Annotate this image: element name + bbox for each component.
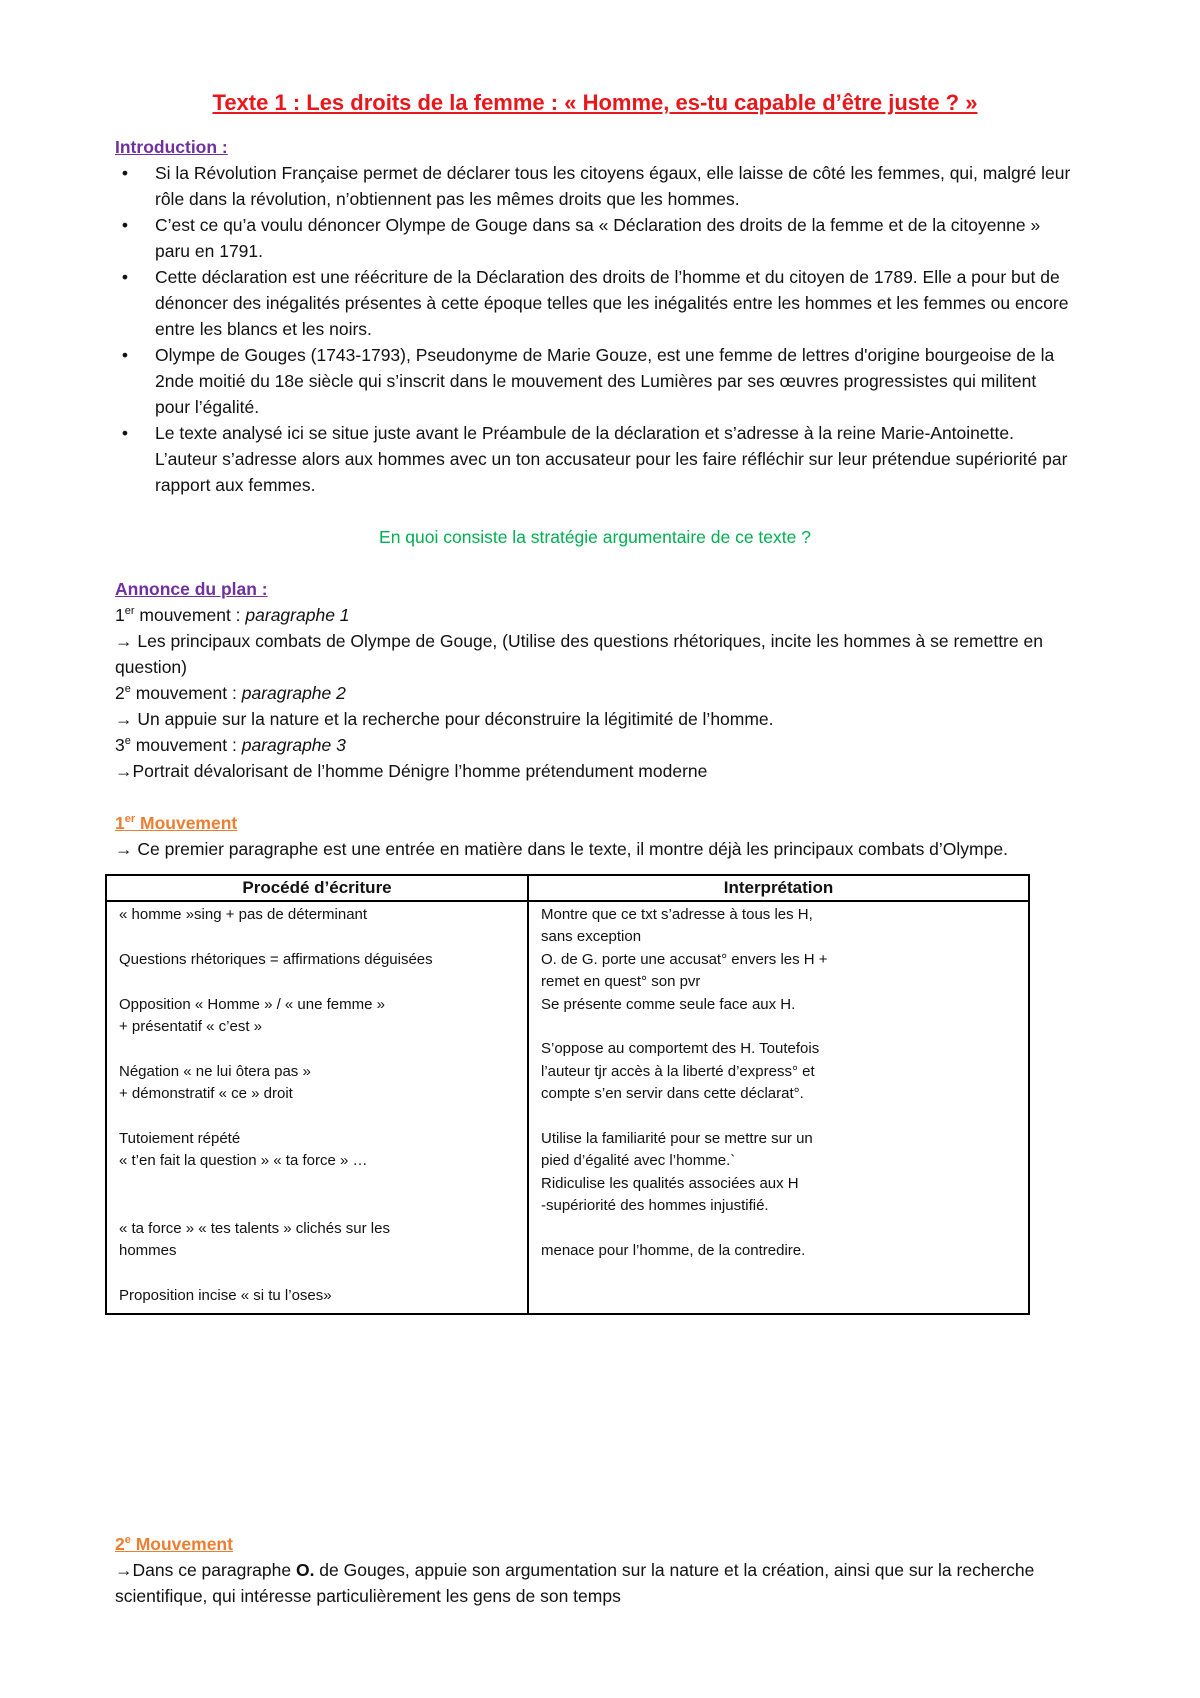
problematique: En quoi consiste la stratégie argumentaire de ce texte ? xyxy=(379,527,811,547)
mouvement-2-text: →Dans ce paragraphe O. de Gouges, appuie son argumentation sur la nature et la création, ainsi que sur la recherche scientifique, qui intéresse particulièrement les gens de son temps xyxy=(115,1560,1035,1606)
bullet-text: Cette déclaration est une réécriture de la Déclaration des droits de l’homme et du citoyen de 1789. Elle a pour but de dénoncer des inégalités présentes à cette époque telles que les inégalités entre les hommes et les femmes ou encore entre les blancs et les noirs. xyxy=(155,267,1069,339)
plan-movement-1: 1er mouvement : paragraphe 1 xyxy=(115,605,350,625)
plan-movement-2-desc: → Un appuie sur la nature et la recherche pour déconstruire la légitimité de l’homme. xyxy=(115,709,774,729)
introduction-list xyxy=(115,160,1075,498)
bullet-icon: • xyxy=(121,267,129,287)
plan-movement-1-desc: → Les principaux combats de Olympe de Gouge, (Utilise des questions rhétoriques, incite les hommes à se remettre en question) xyxy=(115,631,1043,677)
list-item xyxy=(115,420,1075,498)
bullet-text: Le texte analysé ici se situe juste avant le Préambule de la déclaration et s’adresse à la reine Marie-Antoinette. L’auteur s’adresse alors aux hommes avec un ton accusateur pour les faire réfléchir sur leur prétendue supériorité par rapport aux femmes. xyxy=(155,423,1068,495)
interpretation-cell: Montre que ce txt s’adresse à tous les H, sans exception O. de G. porte une accusat° envers les H + remet en quest° son pvr Se présente comme seule face aux H. S’oppose au comportemt des H. Toutefois l’auteur tjr accès à la liberté d’express° et compte s’en servir dans cette déclarat°. Utilise la familiarité pour se mettre sur un pied d’égalité avec l’homme.` Ridiculise les qualités associées aux H -supériorité des hommes injustifié. menace pour l’homme, de la contredire. xyxy=(528,901,1029,1314)
bullet-icon: • xyxy=(121,215,129,235)
plan-movement-3-desc: →Portrait dévalorisant de l’homme Dénigre l’homme prétendument moderne xyxy=(115,761,708,781)
spacer xyxy=(115,784,1075,810)
list-item xyxy=(115,212,1075,264)
bullet-text: Olympe de Gouges (1743-1793), Pseudonyme de Marie Gouze, est une femme de lettres d'origine bourgeoise de la 2nde moitié du 18e siècle qui s’inscrit dans le mouvement des Lumières par ses œuvres progressistes qui militent pour l’égalité. xyxy=(155,345,1055,417)
bullet-text: C’est ce qu’a voulu dénoncer Olympe de Gouge dans sa « Déclaration des droits de la femme et de la citoyenne » paru en 1791. xyxy=(155,215,1041,261)
mouvement-2-section xyxy=(115,1531,1075,1609)
bullet-text: Si la Révolution Française permet de déclarer tous les citoyens égaux, elle laisse de côté les femmes, qui, malgré leur rôle dans la révolution, n’obtiennent pas les mêmes droits que les hommes. xyxy=(155,163,1071,209)
bullet-icon: • xyxy=(121,163,129,183)
introduction-heading: Introduction : xyxy=(115,137,228,157)
column-header-interpretation: Interprétation xyxy=(528,875,1029,901)
list-item xyxy=(115,160,1075,212)
mouvement-1-heading: 1er Mouvement xyxy=(115,813,238,833)
table-row xyxy=(106,901,1029,1314)
column-header-procede: Procédé d’écriture xyxy=(106,875,528,901)
list-item xyxy=(115,264,1075,342)
bullet-icon: • xyxy=(121,345,129,365)
arrow-icon: → xyxy=(115,761,133,781)
analysis-table xyxy=(105,874,1030,1315)
mouvement-2-heading: 2e Mouvement xyxy=(115,1534,233,1554)
page-title: Texte 1 : Les droits de la femme : « Homme, es-tu capable d’être juste ? » xyxy=(212,90,978,115)
mouvement-1-text: → Ce premier paragraphe est une entrée en matière dans le texte, il montre déjà les principaux combats d’Olympe. xyxy=(115,839,1008,859)
plan-movement-3: 3e mouvement : paragraphe 3 xyxy=(115,735,346,755)
arrow-icon: → xyxy=(115,709,133,729)
arrow-icon: → xyxy=(115,1560,133,1580)
bullet-icon: • xyxy=(121,423,129,443)
list-item xyxy=(115,342,1075,420)
arrow-icon: → xyxy=(115,839,133,859)
plan-heading: Annonce du plan : xyxy=(115,579,268,599)
table-header-row xyxy=(106,875,1029,901)
arrow-icon: → xyxy=(115,631,133,651)
document-page xyxy=(115,88,1075,1315)
plan-movement-2: 2e mouvement : paragraphe 2 xyxy=(115,683,346,703)
procede-cell: « homme »sing + pas de déterminant Questions rhétoriques = affirmations déguisées Opposition « Homme » / « une femme » + présentatif « c’est » Négation « ne lui ôtera pas » + démonstratif « ce » droit Tutoiement répété « t’en fait la question » « ta force » … « ta force » « tes talents » clichés sur les hommes Proposition incise « si tu l’oses» xyxy=(106,901,528,1314)
